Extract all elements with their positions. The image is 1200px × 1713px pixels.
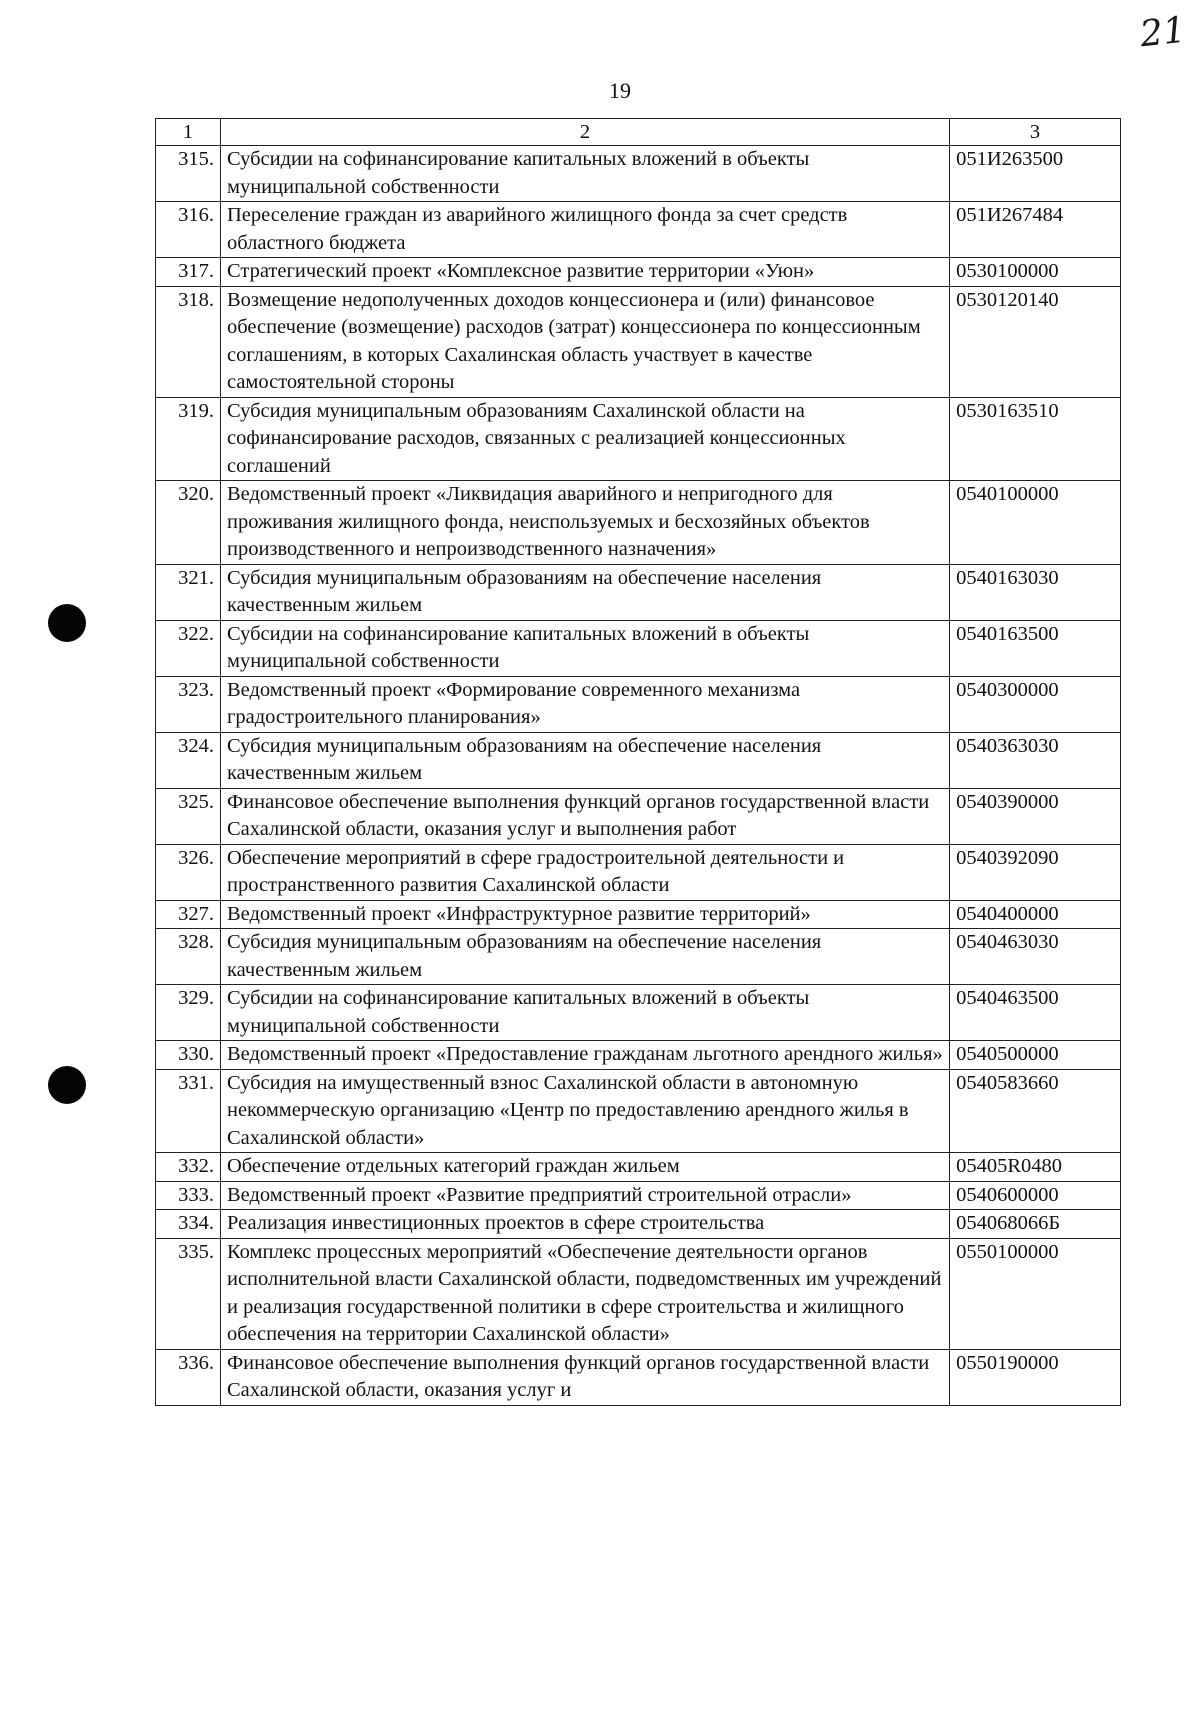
row-number: 323. (156, 676, 221, 732)
handwritten-page-mark: 21 (1137, 9, 1188, 56)
row-number: 318. (156, 286, 221, 397)
row-number: 325. (156, 788, 221, 844)
table-row (156, 146, 1121, 202)
row-name: Реализация инвестиционных проектов в сфере строительства (220, 1210, 949, 1239)
row-name: Ведомственный проект «Инфраструктурное развитие территорий» (220, 900, 949, 929)
row-code: 051И267484 (950, 202, 1121, 258)
row-code: 0540163030 (950, 564, 1121, 620)
row-name: Комплекс процессных мероприятий «Обеспечение деятельности органов исполнительной власти Сахалинской области, подведомственных им учреждений и реализация государственной политики в сфере строительства и жилищного обеспечения на территории Сахалинской области» (220, 1238, 949, 1349)
table-row (156, 844, 1121, 900)
row-name: Возмещение недополученных доходов концессионера и (или) финансовое обеспечение (возмещение) расходов (затрат) концессионера по концессионным соглашениям, в которых Сахалинская область участвует в качестве самостоятельной стороны (220, 286, 949, 397)
table-row (156, 732, 1121, 788)
table-row (156, 1210, 1121, 1239)
row-number: 317. (156, 258, 221, 287)
page-number: 19 (609, 78, 631, 103)
row-name: Субсидия муниципальным образованиям на обеспечение населения качественным жильем (220, 929, 949, 985)
table-row (156, 286, 1121, 397)
row-code: 054068066Б (950, 1210, 1121, 1239)
table-row (156, 1041, 1121, 1070)
row-name: Ведомственный проект «Ликвидация аварийного и непригодного для проживания жилищного фонда, неиспользуемых и бесхозяйных объектов производственного и непроизводственного назначения» (220, 481, 949, 565)
row-number: 333. (156, 1181, 221, 1210)
row-number: 320. (156, 481, 221, 565)
row-code: 0540463500 (950, 985, 1121, 1041)
row-name: Субсидия муниципальным образованиям на обеспечение населения качественным жильем (220, 564, 949, 620)
row-name: Субсидия муниципальным образованиям на обеспечение населения качественным жильем (220, 732, 949, 788)
row-code: 0540163500 (950, 620, 1121, 676)
row-number: 329. (156, 985, 221, 1041)
row-number: 327. (156, 900, 221, 929)
row-code: 0550100000 (950, 1238, 1121, 1349)
table-row (156, 1181, 1121, 1210)
table-row (156, 397, 1121, 481)
row-number: 322. (156, 620, 221, 676)
table-row (156, 202, 1121, 258)
row-name: Ведомственный проект «Предоставление гражданам льготного арендного жилья» (220, 1041, 949, 1070)
row-code: 0550190000 (950, 1349, 1121, 1405)
row-code: 0540500000 (950, 1041, 1121, 1070)
table-row (156, 985, 1121, 1041)
table-row (156, 1069, 1121, 1153)
row-code: 0530163510 (950, 397, 1121, 481)
column-header-number: 1 (156, 119, 221, 146)
row-code: 0540583660 (950, 1069, 1121, 1153)
row-number: 328. (156, 929, 221, 985)
row-name: Субсидия муниципальным образованиям Сахалинской области на софинансирование расходов, связанных с реализацией концессионных соглашений (220, 397, 949, 481)
row-number: 331. (156, 1069, 221, 1153)
row-code: 0540363030 (950, 732, 1121, 788)
table-row (156, 564, 1121, 620)
row-name: Обеспечение отдельных категорий граждан жильем (220, 1153, 949, 1182)
table-row (156, 1238, 1121, 1349)
table-row (156, 258, 1121, 287)
row-number: 330. (156, 1041, 221, 1070)
table-row (156, 900, 1121, 929)
row-number: 336. (156, 1349, 221, 1405)
row-number: 319. (156, 397, 221, 481)
row-name: Финансовое обеспечение выполнения функций органов государственной власти Сахалинской области, оказания услуг и выполнения работ (220, 788, 949, 844)
row-name: Ведомственный проект «Формирование современного механизма градостроительного планирования» (220, 676, 949, 732)
row-code: 0540463030 (950, 929, 1121, 985)
row-code: 0540392090 (950, 844, 1121, 900)
row-name: Стратегический проект «Комплексное развитие территории «Уюн» (220, 258, 949, 287)
row-code: 0540600000 (950, 1181, 1121, 1210)
row-number: 324. (156, 732, 221, 788)
row-name: Субсидии на софинансирование капитальных вложений в объекты муниципальной собственности (220, 146, 949, 202)
row-number: 334. (156, 1210, 221, 1239)
column-header-code: 3 (950, 119, 1121, 146)
row-code: 051И263500 (950, 146, 1121, 202)
table-row (156, 1153, 1121, 1182)
table-row (156, 676, 1121, 732)
row-name: Обеспечение мероприятий в сфере градостроительной деятельности и пространственного развития Сахалинской области (220, 844, 949, 900)
row-number: 321. (156, 564, 221, 620)
table-row (156, 1349, 1121, 1405)
table-header-row (156, 119, 1121, 146)
column-header-name: 2 (220, 119, 949, 146)
row-name: Субсидии на софинансирование капитальных вложений в объекты муниципальной собственности (220, 620, 949, 676)
row-number: 316. (156, 202, 221, 258)
row-number: 315. (156, 146, 221, 202)
punch-hole-top (48, 604, 86, 642)
row-number: 332. (156, 1153, 221, 1182)
row-code: 0530120140 (950, 286, 1121, 397)
codes-table (155, 118, 1121, 1406)
row-code: 0530100000 (950, 258, 1121, 287)
table-row (156, 481, 1121, 565)
row-name: Субсидии на софинансирование капитальных вложений в объекты муниципальной собственности (220, 985, 949, 1041)
row-code: 05405R0480 (950, 1153, 1121, 1182)
table-row (156, 788, 1121, 844)
row-code: 0540400000 (950, 900, 1121, 929)
row-number: 326. (156, 844, 221, 900)
punch-hole-bottom (48, 1066, 86, 1104)
row-code: 0540100000 (950, 481, 1121, 565)
row-name: Финансовое обеспечение выполнения функций органов государственной власти Сахалинской области, оказания услуг и (220, 1349, 949, 1405)
row-code: 0540300000 (950, 676, 1121, 732)
table-row (156, 929, 1121, 985)
row-name: Субсидия на имущественный взнос Сахалинской области в автономную некоммерческую организацию «Центр по предоставлению арендного жилья в Сахалинской области» (220, 1069, 949, 1153)
row-number: 335. (156, 1238, 221, 1349)
row-name: Ведомственный проект «Развитие предприятий строительной отрасли» (220, 1181, 949, 1210)
table-row (156, 620, 1121, 676)
row-name: Переселение граждан из аварийного жилищного фонда за счет средств областного бюджета (220, 202, 949, 258)
row-code: 0540390000 (950, 788, 1121, 844)
